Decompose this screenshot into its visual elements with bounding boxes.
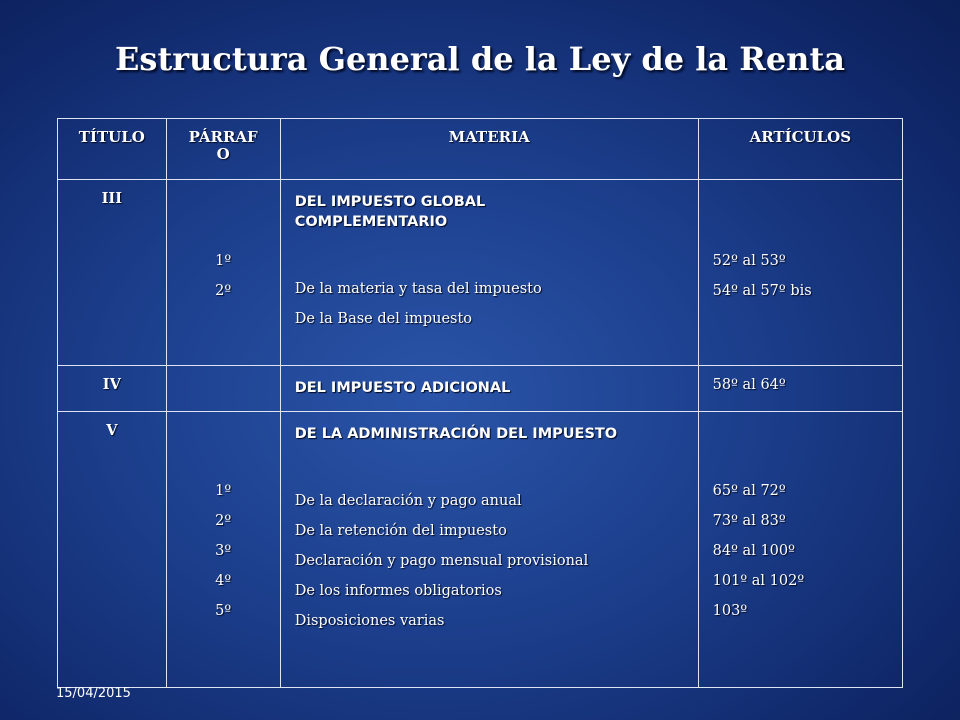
law-structure-table [57, 118, 903, 688]
articulos-cell [698, 366, 902, 412]
parrafo-item: 4º [215, 573, 232, 589]
materia-item: Declaración y pago mensual provisional [294, 553, 589, 569]
parrafo-item: 1º [215, 483, 232, 499]
articulo-item: 52º al 53º [712, 253, 786, 269]
header-parrafo: PÁRRAF O [166, 119, 280, 180]
titulo-cell: III [58, 180, 167, 366]
slide-date: 15/04/2015 [56, 686, 131, 701]
parrafo-item: 5º [215, 603, 232, 619]
materia-heading: DE LA ADMINISTRACIÓN DEL IMPUESTO [294, 426, 618, 442]
header-titulo: TÍTULO [58, 119, 167, 180]
articulo-item: 54º al 57º bis [712, 283, 812, 299]
table-row [58, 180, 903, 366]
materia-item: Disposiciones varias [294, 613, 445, 629]
parrafo-item: 2º [215, 513, 232, 529]
articulo-item: 101º al 102º [712, 573, 805, 589]
slide-title: Estructura General de la Ley de la Renta [115, 40, 845, 78]
parrafo-cell [166, 366, 280, 412]
articulo-item: 73º al 83º [712, 513, 786, 529]
parrafo-item: 1º [215, 253, 232, 269]
articulo-item: 103º [712, 603, 748, 619]
articulos-cell [698, 412, 902, 688]
table-header-row [58, 119, 903, 180]
articulo-item: 58º al 64º [712, 377, 786, 393]
parrafo-cell [166, 412, 280, 688]
materia-item: De la Base del impuesto [294, 311, 473, 327]
titulo-cell: V [58, 412, 167, 688]
parrafo-cell [166, 180, 280, 366]
header-articulos: ARTÍCULOS [698, 119, 902, 180]
articulo-item: 65º al 72º [712, 483, 786, 499]
materia-cell [280, 412, 698, 688]
materia-heading: DEL IMPUESTO ADICIONAL [294, 380, 511, 396]
table-row [58, 366, 903, 412]
materia-item: De los informes obligatorios [294, 583, 502, 599]
materia-item: De la declaración y pago anual [294, 493, 522, 509]
table-row [58, 412, 903, 688]
materia-item: De la retención del impuesto [294, 523, 507, 539]
materia-cell [280, 180, 698, 366]
materia-heading: DEL IMPUESTO GLOBAL COMPLEMENTARIO [294, 194, 486, 230]
articulos-cell [698, 180, 902, 366]
materia-item: De la materia y tasa del impuesto [294, 281, 542, 297]
parrafo-item: 2º [215, 283, 232, 299]
parrafo-item: 3º [215, 543, 232, 559]
header-materia: MATERIA [280, 119, 698, 180]
articulo-item: 84º al 100º [712, 543, 795, 559]
materia-cell [280, 366, 698, 412]
titulo-cell: IV [58, 366, 167, 412]
